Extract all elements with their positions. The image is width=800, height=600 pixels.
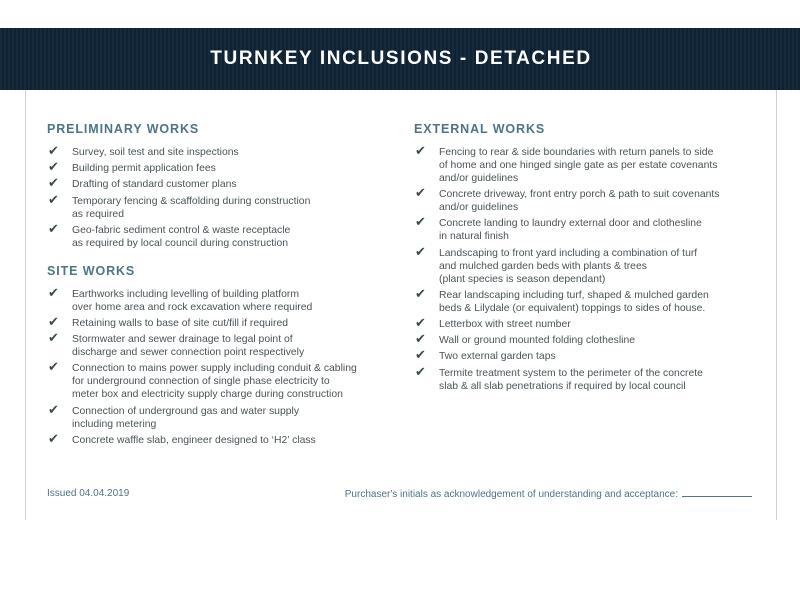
checkmark-icon: ✔ <box>48 160 59 176</box>
list-item-text: Concrete landing to laundry external door and clothesline in natural finish <box>439 218 702 243</box>
page-title: TURNKEY INCLUSIONS - DETACHED <box>210 48 592 69</box>
list-item <box>47 178 392 191</box>
list-item <box>47 314 392 330</box>
checkmark-icon: ✔ <box>415 332 426 348</box>
preliminary-works-list <box>47 146 392 250</box>
list-item <box>47 192 392 221</box>
list-item <box>414 217 759 243</box>
checkmark-icon: ✔ <box>415 286 426 302</box>
list-item <box>414 286 759 315</box>
list-item-text: Rear landscaping including turf, shaped & mulched garden beds & Lilydale (or equivalent) toppings to sides of house. <box>439 289 709 314</box>
checkmark-icon: ✔ <box>48 144 59 159</box>
checkmark-icon: ✔ <box>48 402 59 418</box>
list-item <box>414 350 759 363</box>
checkmark-icon: ✔ <box>48 431 59 447</box>
checkmark-icon: ✔ <box>415 244 426 260</box>
list-item <box>47 221 392 250</box>
checkmark-icon: ✔ <box>48 314 59 330</box>
list-item <box>414 334 759 347</box>
checkmark-icon: ✔ <box>48 285 59 301</box>
checkmark-icon: ✔ <box>415 144 426 159</box>
list-item <box>414 364 759 393</box>
section-title-preliminary-works: PRELIMINARY WORKS <box>47 122 200 136</box>
checkmark-icon: ✔ <box>48 331 59 347</box>
list-item-text: Concrete waffle slab, engineer designed to ‘H2’ class <box>72 434 316 446</box>
list-item <box>47 146 392 159</box>
footer <box>47 488 752 502</box>
external-works-list <box>414 146 759 393</box>
checkmark-icon: ✔ <box>415 364 426 380</box>
list-item-text: Letterbox with street number <box>439 318 571 330</box>
list-item <box>414 188 759 214</box>
list-item-text: Retaining walls to base of site cut/fill if required <box>72 317 289 329</box>
right-column <box>414 122 759 396</box>
list-item <box>47 285 392 314</box>
section-title-external-works: EXTERNAL WORKS <box>414 122 546 136</box>
checkmark-icon: ✔ <box>48 192 59 208</box>
list-item-text: Stormwater and sewer drainage to legal point of discharge and sewer connection point respectively <box>72 334 305 359</box>
list-item-text: Connection to mains power supply including conduit & cabling for underground connection of single phase electricity to meter box and electricity supply charge during construction <box>72 363 357 401</box>
list-item-text: Survey, soil test and site inspections <box>72 147 239 158</box>
header-banner <box>0 28 800 90</box>
list-item-text: Building permit application fees <box>72 163 216 175</box>
checkmark-icon: ✔ <box>415 348 426 364</box>
list-item-text: Earthworks including levelling of building platform over home area and rock excavation where required <box>72 288 313 313</box>
list-item-text: Wall or ground mounted folding clothesline <box>439 335 635 347</box>
list-item-text: Geo-fabric sediment control & waste receptacle as required by local council during construction <box>72 224 291 249</box>
list-item <box>47 333 392 359</box>
list-item <box>414 146 759 185</box>
list-item <box>414 244 759 286</box>
issued-date: Issued 04.04.2019 <box>47 488 130 499</box>
list-item-text: Connection of underground gas and water supply including metering <box>72 405 300 430</box>
list-item <box>47 431 392 447</box>
list-item-text: Fencing to rear & side boundaries with return panels to side of home and one hinged single gate as per estate covenants and/or guidelines <box>439 147 718 184</box>
list-item-text: Drafting of standard customer plans <box>72 179 237 191</box>
checkmark-icon: ✔ <box>48 360 59 376</box>
list-item-text: Concrete driveway, front entry porch & path to suit covenants and/or guidelines <box>439 189 720 214</box>
checkmark-icon: ✔ <box>48 176 59 192</box>
left-column <box>47 122 392 450</box>
acknowledgement-line <box>345 488 752 500</box>
checkmark-icon: ✔ <box>48 221 59 237</box>
checkmark-icon: ✔ <box>415 315 426 331</box>
initials-signature-line[interactable] <box>682 488 752 497</box>
checkmark-icon: ✔ <box>415 186 426 202</box>
site-works-list <box>47 285 392 447</box>
list-item-text: Two external garden taps <box>439 351 556 363</box>
list-item-text: Temporary fencing & scaffolding during construction as required <box>72 195 311 220</box>
list-item-text: Landscaping to front yard including a combination of turf and mulched garden beds with plants & trees (plant species is season dependant) <box>439 247 698 285</box>
list-item <box>47 362 392 401</box>
checkmark-icon: ✔ <box>415 215 426 231</box>
acknowledgement-text: Purchaser's initials as acknowledgement of understanding and acceptance: <box>344 489 678 500</box>
list-item <box>47 402 392 431</box>
section-title-site-works: SITE WORKS <box>47 263 136 278</box>
list-item <box>47 162 392 175</box>
list-item <box>414 315 759 331</box>
list-item-text: Termite treatment system to the perimeter of the concrete slab & all slab penetrations if required by local council <box>439 367 703 392</box>
